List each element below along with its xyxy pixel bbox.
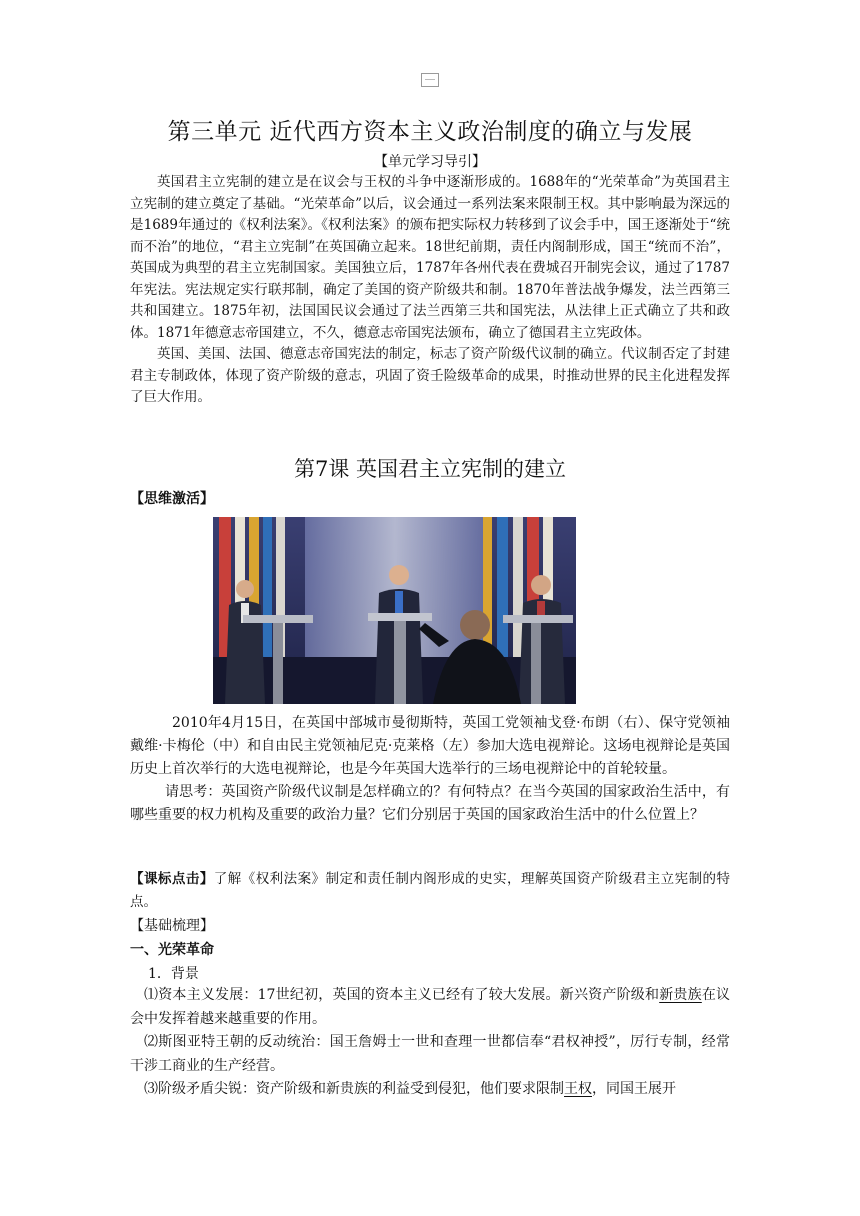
list-item: ⑴资本主义发展：17世纪初，英国的资本主义已经有了较大发展。新兴资产阶级和新贵族在议会中发挥着越来越重要的作用。: [130, 987, 731, 1027]
background-items: [130, 984, 730, 1102]
caption-text: 2010年4月15日，在英国中部城市曼彻斯特，英国工党领袖戈登·布朗（右）、保守党领袖戴维·卡梅伦（中）和自由民主党领袖尼克·克莱格（左）参加大选电视辩论。这场电视辩论是英国历史上首次举行的大选电视辩论，也是今年英国大选举行的三场电视辩论中的首轮较量。: [130, 715, 730, 777]
underlined-term: 王权: [564, 1081, 592, 1097]
thinking-label: 【思维激活】: [130, 491, 214, 507]
guide-paragraph: 英国君主立宪制的建立是在议会与王权的斗争中逐渐形成的。1688年的“光荣革命”为英国君主立宪制的建立奠定了基础。“光荣革命”以后，议会通过一系列法案来限制王权。其中影响最为深远的是1689年通过的《权利法案》。《权利法案》的颁布把实际权力转移到了议会手中，国王逐渐处于“统而不治”的地位，“君主立宪制”在英国确立起来。18世纪前期，责任内阁制形成，国王“统而不治”，英国成为典型的君主立宪制国家。美国独立后，1787年各州代表在费城召开制宪会议，通过了1787年宪法。宪法规定实行联邦制，确定了美国的资产阶级共和制。1870年普法战争爆发，法兰西第三共和国建立。1875年初，法国国民议会通过了法兰西第三共和国宪法，从法律上正式确立了共和政体。1871年德意志帝国建立，不久，德意志帝国宪法颁布，确立了德国君主立宪政体。: [130, 174, 730, 341]
lesson-title: 第7课 英国君主立宪制的建立: [293, 457, 567, 481]
debate-photo: [213, 517, 576, 704]
unit-title: 第三单元 近代西方资本主义政治制度的确立与发展: [167, 119, 693, 145]
photo-caption: [130, 712, 730, 827]
standards-label: 【课标点击】: [130, 871, 214, 887]
standards-block: [130, 868, 730, 914]
header-mark-icon: [421, 73, 439, 87]
part-heading: 一、光荣革命: [130, 942, 214, 958]
thinking-question: 请思考：英国资产阶级代议制是怎样确立的？有何特点？在当今英国的国家政治生活中，有哪些重要的权力机构及重要的政治力量？它们分别居于英国的国家政治生活中的什么位置上？: [130, 784, 730, 823]
list-item: ⑶阶级矛盾尖锐：资产阶级和新贵族的利益受到侵犯，他们要求限制王权，同国王展开: [144, 1081, 676, 1097]
sub-heading: 1．背景: [148, 966, 199, 982]
guide-paragraph: 英国、美国、法国、德意志帝国宪法的制定，标志了资产阶级代议制的确立。代议制否定了封建君主专制政体，体现了资产阶级的意志，巩固了资壬险级革命的成果，时推动世界的民主化进程发挥了巨大作用。: [130, 346, 730, 405]
basic-heading: 【基础梳理】: [130, 918, 214, 934]
guide-body: [130, 172, 730, 409]
underlined-term: 新贵族: [659, 987, 702, 1003]
list-item: ⑵斯图亚特王朝的反动统治：国王詹姆士一世和查理一世都信奉“君权神授”，厉行专制，经常干涉工商业的生产经营。: [130, 1034, 730, 1074]
standards-text: 了解《权利法案》制定和责任制内阁形成的史实，理解英国资产阶级君主立宪制的特点。: [130, 871, 731, 910]
guide-heading: 【单元学习导引】: [374, 154, 486, 170]
